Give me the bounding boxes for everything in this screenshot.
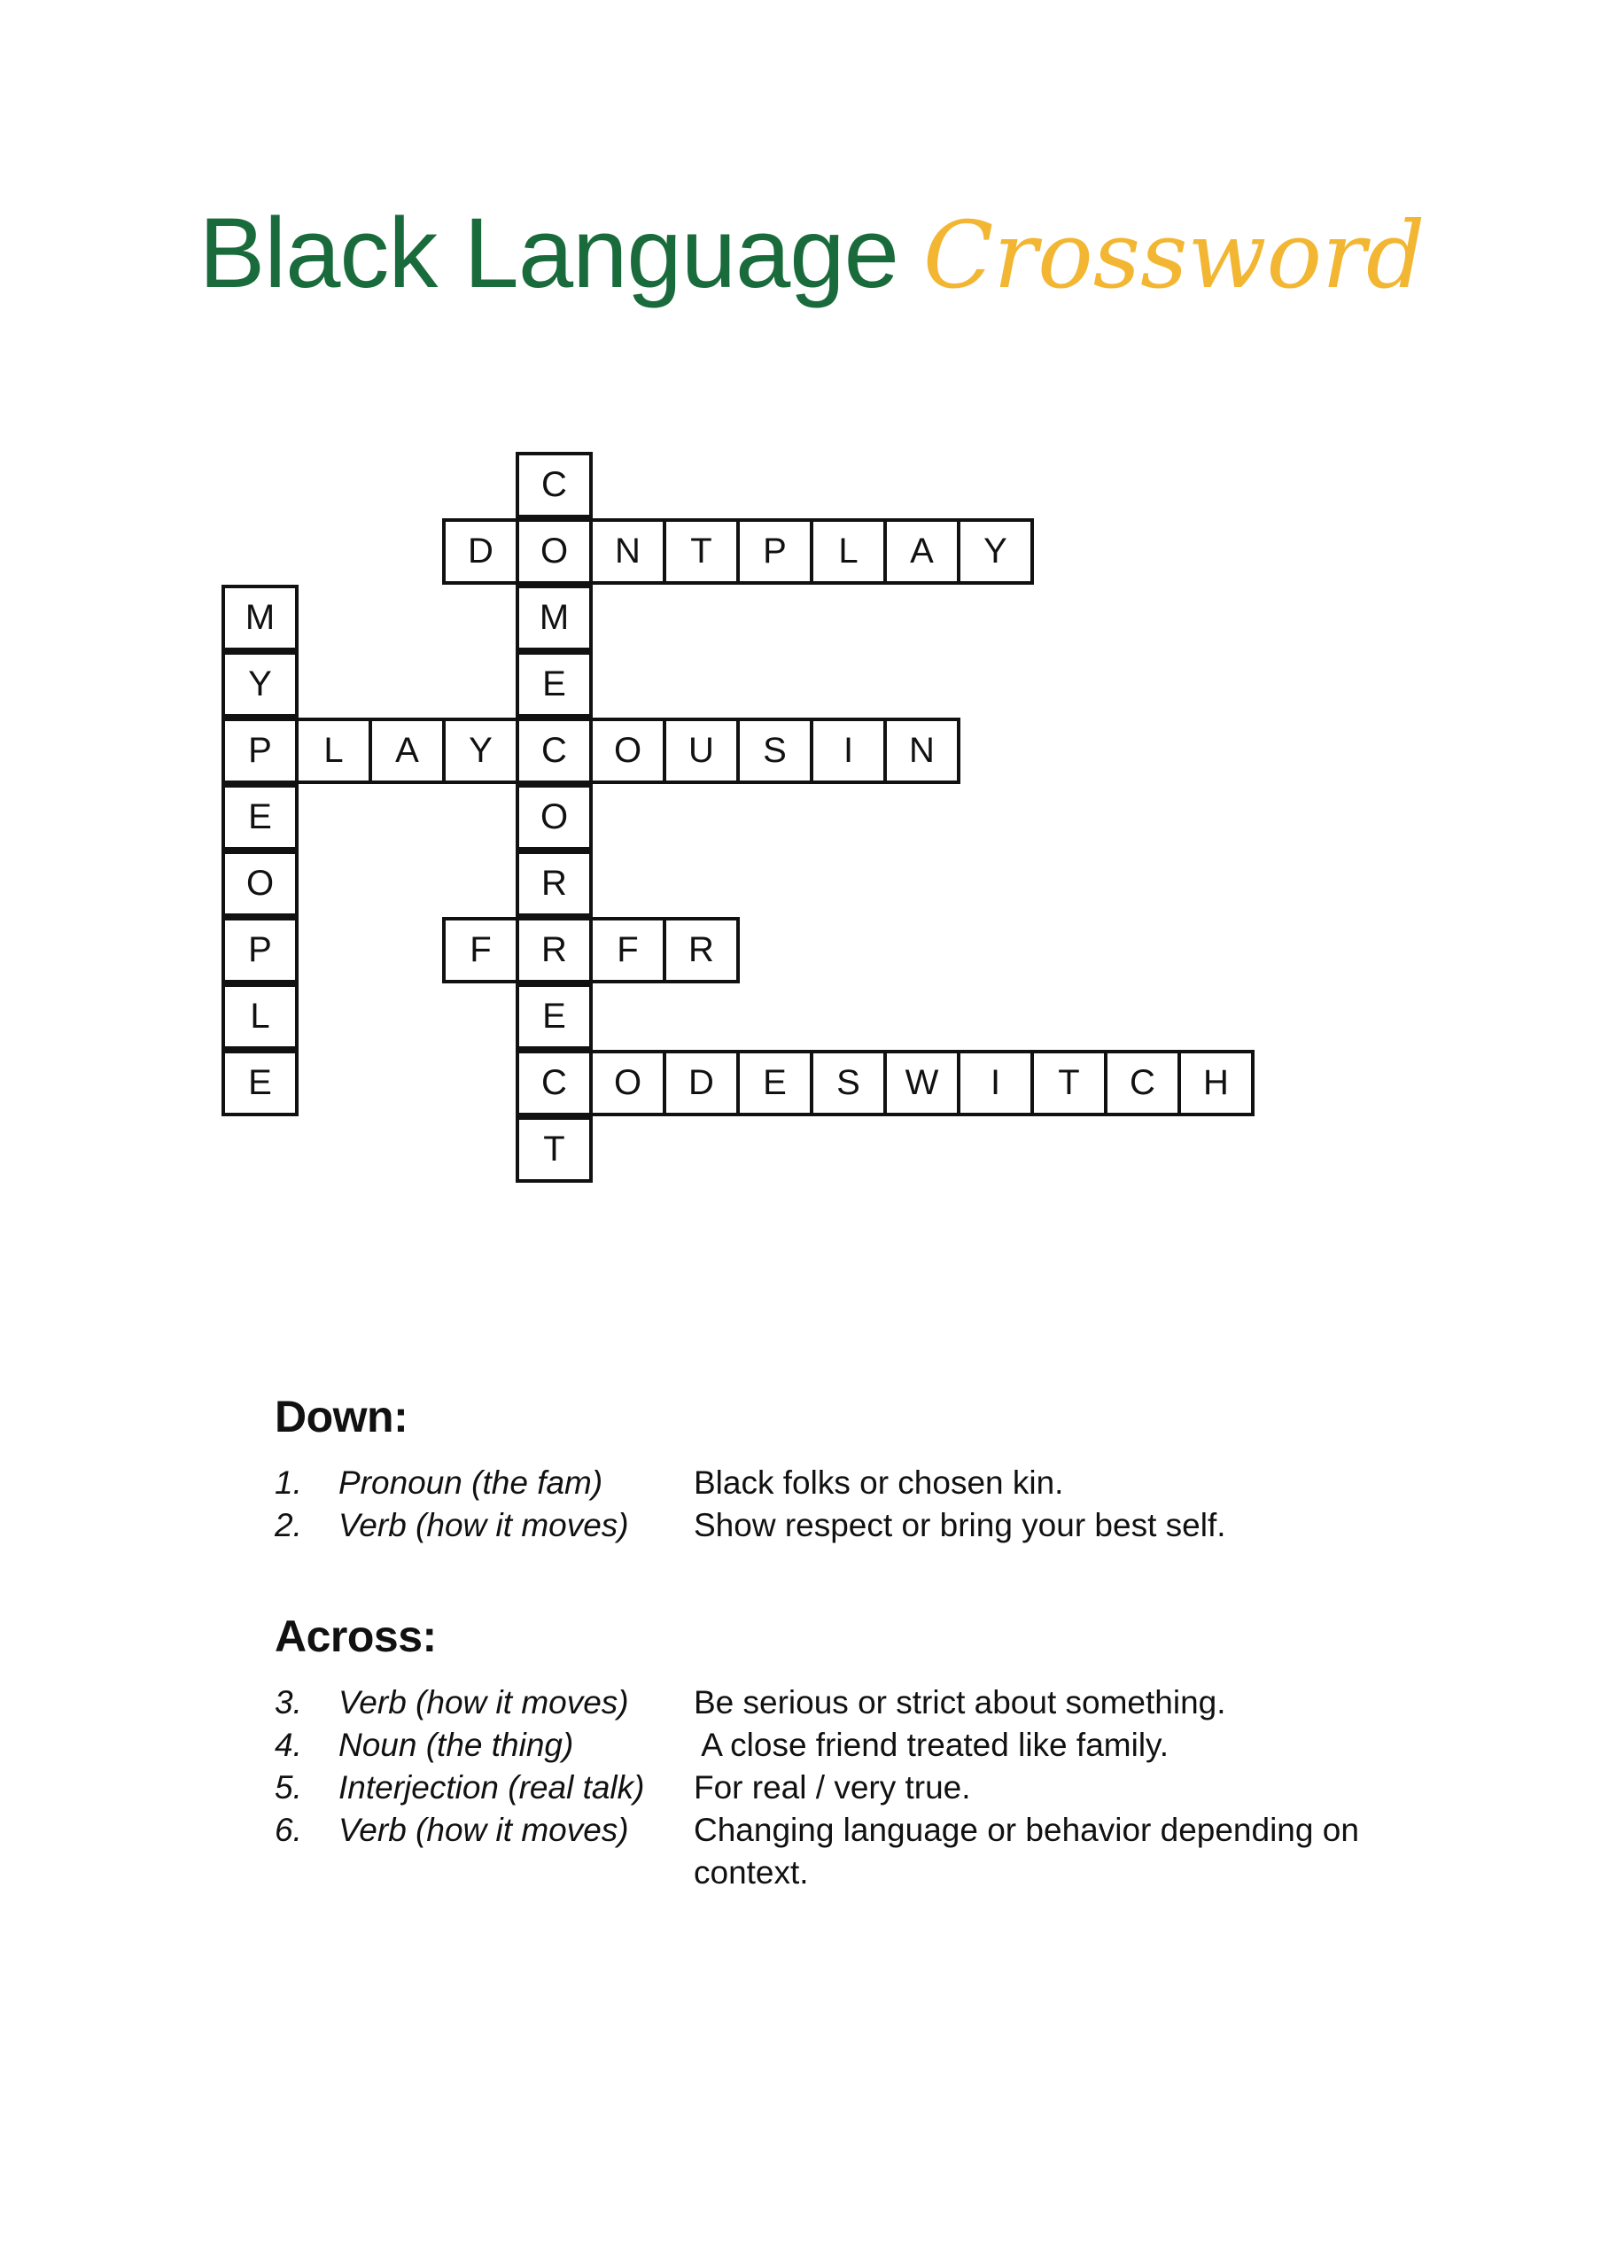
clue-part-of-speech: Verb (how it moves)	[338, 1507, 629, 1543]
crossword-cell[interactable]: S	[810, 1050, 887, 1116]
crossword-cell[interactable]: R	[516, 917, 593, 983]
clue-number: 1.	[275, 1464, 302, 1501]
clue-number: 2.	[275, 1507, 302, 1543]
crossword-cell[interactable]: W	[883, 1050, 960, 1116]
crossword-cell[interactable]: C	[1104, 1050, 1181, 1116]
crossword-cell[interactable]: M	[221, 585, 299, 651]
clue-number: 6.	[275, 1812, 302, 1848]
clue-definition: Show respect or bring your best self.	[694, 1507, 1226, 1543]
title-script: Crossword	[922, 201, 1426, 309]
crossword-cell[interactable]: U	[663, 718, 740, 784]
crossword-cell[interactable]: D	[663, 1050, 740, 1116]
crossword-cell[interactable]: T	[516, 1116, 593, 1183]
crossword-cell[interactable]: F	[589, 917, 666, 983]
crossword-cell[interactable]: H	[1177, 1050, 1255, 1116]
clue-row	[275, 1767, 1426, 1809]
crossword-cell[interactable]: Y	[442, 718, 519, 784]
crossword-cell[interactable]: L	[810, 518, 887, 585]
clue-definition: Black folks or chosen kin.	[694, 1464, 1064, 1501]
clue-part-of-speech: Pronoun (the fam)	[338, 1464, 603, 1501]
crossword-cell[interactable]: L	[221, 983, 299, 1050]
crossword-cell[interactable]: A	[369, 718, 446, 784]
crossword-cell[interactable]: O	[221, 850, 299, 917]
clue-row	[275, 1682, 1426, 1724]
clue-definition: Changing language or behavior depending on context.	[694, 1812, 1359, 1891]
crossword-cell[interactable]: A	[883, 518, 960, 585]
clue-definition: A close friend treated like family.	[694, 1727, 1169, 1763]
crossword-cell[interactable]: Y	[957, 518, 1034, 585]
crossword-cell[interactable]: R	[663, 917, 740, 983]
clue-part-of-speech: Interjection (real talk)	[338, 1769, 645, 1806]
crossword-cell[interactable]: O	[589, 718, 666, 784]
clue-number: 5.	[275, 1769, 302, 1806]
crossword-cell[interactable]: R	[516, 850, 593, 917]
crossword-cell[interactable]: O	[516, 518, 593, 585]
title-main: Black Language	[198, 198, 898, 308]
crossword-cell[interactable]: E	[516, 983, 593, 1050]
crossword-cell[interactable]: Y	[221, 651, 299, 718]
clue-row	[275, 1724, 1426, 1767]
crossword-cell[interactable]: P	[736, 518, 813, 585]
clue-part-of-speech: Verb (how it moves)	[338, 1812, 629, 1848]
crossword-cell[interactable]: I	[810, 718, 887, 784]
crossword-cell[interactable]: E	[221, 1050, 299, 1116]
crossword-cell[interactable]: C	[516, 452, 593, 518]
crossword-cell[interactable]: P	[221, 718, 299, 784]
crossword-cell[interactable]: C	[516, 718, 593, 784]
crossword-cell[interactable]: E	[736, 1050, 813, 1116]
clue-definition: Be serious or strict about something.	[694, 1684, 1226, 1720]
clue-row	[275, 1462, 1426, 1504]
crossword-cell[interactable]: N	[589, 518, 666, 585]
clue-row	[275, 1504, 1426, 1547]
crossword-cell[interactable]: N	[883, 718, 960, 784]
crossword-cell[interactable]: C	[516, 1050, 593, 1116]
crossword-cell[interactable]: O	[516, 784, 593, 850]
clue-definition: For real / very true.	[694, 1769, 971, 1806]
crossword-cell[interactable]: E	[221, 784, 299, 850]
crossword-cell[interactable]: M	[516, 585, 593, 651]
crossword-cell[interactable]: S	[736, 718, 813, 784]
clue-part-of-speech: Noun (the thing)	[338, 1727, 574, 1763]
clue-row	[275, 1809, 1426, 1894]
down-clues	[275, 1391, 1426, 1547]
crossword-cell[interactable]: F	[442, 917, 519, 983]
crossword-cell[interactable]: T	[1030, 1050, 1107, 1116]
crossword-cell[interactable]: P	[221, 917, 299, 983]
crossword-cell[interactable]: T	[663, 518, 740, 585]
clue-number: 3.	[275, 1684, 302, 1720]
crossword-cell[interactable]: E	[516, 651, 593, 718]
crossword-cell[interactable]: L	[295, 718, 372, 784]
clue-number: 4.	[275, 1727, 302, 1763]
crossword-cell[interactable]: I	[957, 1050, 1034, 1116]
down-heading: Down:	[275, 1392, 408, 1441]
crossword-cell[interactable]: O	[589, 1050, 666, 1116]
across-clues	[275, 1611, 1426, 1894]
crossword-cell[interactable]: D	[442, 518, 519, 585]
across-heading: Across:	[275, 1612, 437, 1661]
clue-part-of-speech: Verb (how it moves)	[338, 1684, 629, 1720]
